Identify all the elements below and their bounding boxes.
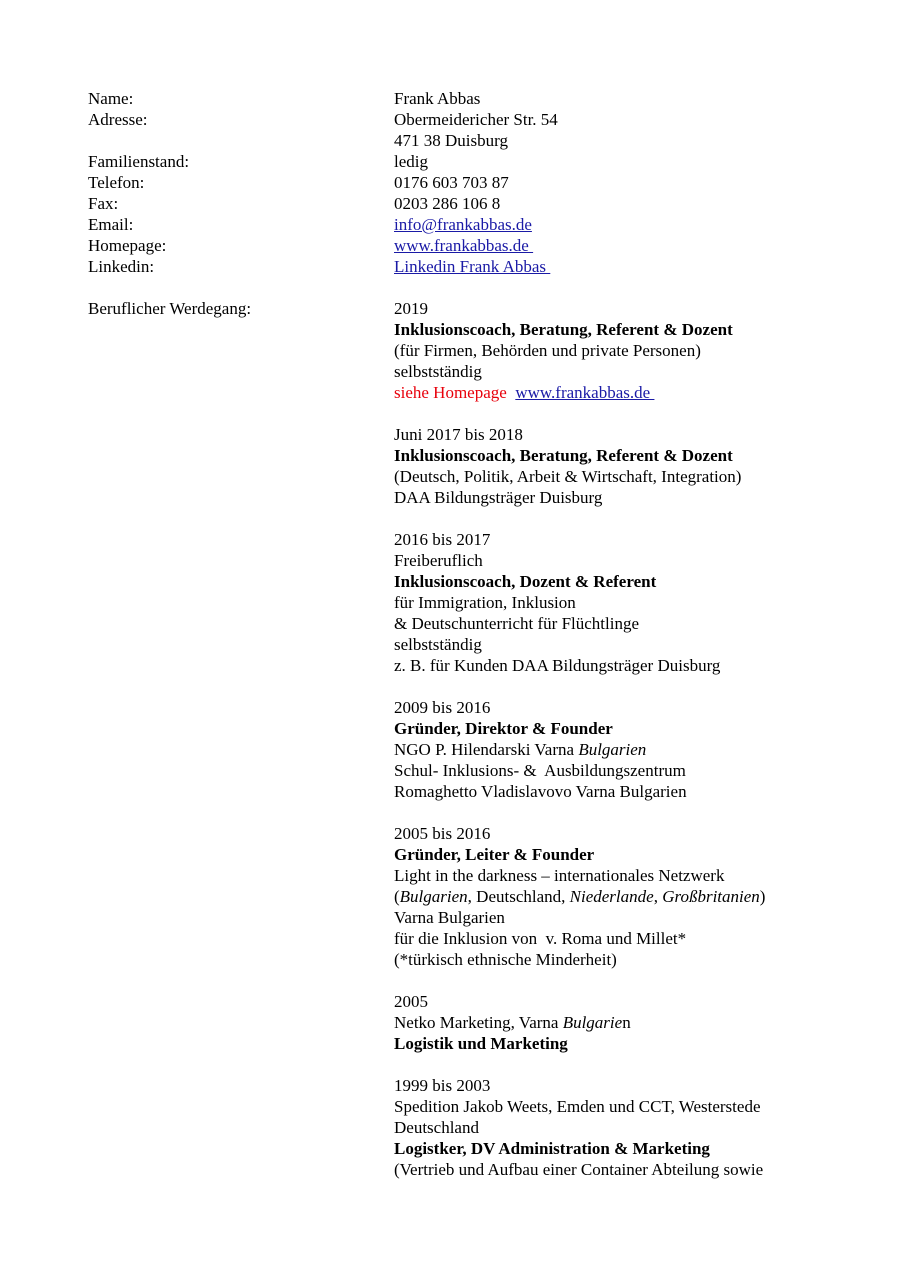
entry-line bbox=[394, 529, 868, 550]
career-entry bbox=[394, 823, 868, 970]
entry-text: 2019 bbox=[394, 299, 428, 318]
entry-text: Inklusionscoach, Dozent & Referent bbox=[394, 572, 657, 591]
entry-text: (Vertrieb und Aufbau einer Container Abteilung sowie bbox=[394, 1160, 764, 1179]
personal-row bbox=[88, 256, 868, 277]
entry-text: Schul- Inklusions- & Ausbildungszentrum bbox=[394, 761, 686, 780]
entry-text: NGO P. Hilendarski Varna bbox=[394, 740, 579, 759]
entry-line bbox=[394, 613, 868, 634]
entry-text: Bulgarie bbox=[562, 1013, 623, 1032]
entry-line bbox=[394, 466, 868, 487]
career-section bbox=[88, 298, 868, 1180]
entry-text: n bbox=[622, 1013, 631, 1032]
field-value: ledig bbox=[394, 152, 428, 171]
field-label: Name: bbox=[88, 89, 134, 108]
career-entry bbox=[394, 529, 868, 676]
field-label: Email: bbox=[88, 215, 134, 234]
field-label bbox=[88, 130, 394, 151]
field-link[interactable]: Linkedin Frank Abbas bbox=[394, 257, 551, 276]
field-value: 0176 603 703 87 bbox=[394, 173, 509, 192]
entry-text: ) bbox=[759, 887, 766, 906]
entry-line bbox=[394, 382, 868, 403]
entry-text: selbstständig bbox=[394, 635, 482, 654]
career-entry bbox=[394, 424, 868, 508]
entry-text: siehe Homepage bbox=[394, 383, 516, 402]
field-label: Telefon: bbox=[88, 173, 145, 192]
entry-line bbox=[394, 1117, 868, 1138]
homepage-link[interactable]: www.frankabbas.de bbox=[515, 383, 655, 402]
entry-text: Gründer, Leiter & Founder bbox=[394, 845, 595, 864]
entry-text: Netko Marketing, Varna bbox=[394, 1013, 563, 1032]
field-value-container bbox=[394, 130, 868, 151]
field-value: 0203 286 106 8 bbox=[394, 194, 501, 213]
field-value-container bbox=[394, 151, 868, 172]
entry-text: & Deutschunterricht für Flüchtlinge bbox=[394, 614, 640, 633]
entry-line bbox=[394, 487, 868, 508]
field-value-container bbox=[394, 172, 868, 193]
entry-text: Spedition Jakob Weets, Emden und CCT, Westerstede bbox=[394, 1097, 761, 1116]
personal-row bbox=[88, 130, 868, 151]
entry-line bbox=[394, 886, 868, 907]
entry-text: Light in the darkness – internationales Netzwerk bbox=[394, 866, 725, 885]
entry-line bbox=[394, 844, 868, 865]
career-entry bbox=[394, 1075, 868, 1180]
field-label: Fax: bbox=[88, 194, 119, 213]
personal-row bbox=[88, 172, 868, 193]
field-value-container bbox=[394, 88, 868, 109]
entry-text: 2005 bis 2016 bbox=[394, 824, 491, 843]
entry-text: Logistik und Marketing bbox=[394, 1034, 568, 1053]
entry-text: , Deutschland, bbox=[467, 887, 570, 906]
entry-text: , bbox=[653, 887, 663, 906]
field-value: Obermeidericher Str. 54 bbox=[394, 110, 558, 129]
entry-text: Inklusionscoach, Beratung, Referent & Dozent bbox=[394, 446, 733, 465]
entry-line bbox=[394, 928, 868, 949]
field-value-container bbox=[394, 214, 868, 235]
field-label: Homepage: bbox=[88, 236, 167, 255]
field-link[interactable]: www.frankabbas.de bbox=[394, 236, 534, 255]
field-value-container bbox=[394, 109, 868, 130]
personal-row bbox=[88, 193, 868, 214]
entry-text: z. B. für Kunden DAA Bildungsträger Duisburg bbox=[394, 656, 721, 675]
entry-line bbox=[394, 655, 868, 676]
entry-line bbox=[394, 1159, 868, 1180]
entry-text: Bulgarien bbox=[399, 887, 468, 906]
personal-row bbox=[88, 235, 868, 256]
entry-line bbox=[394, 1012, 868, 1033]
entry-line bbox=[394, 592, 868, 613]
entry-text: 2009 bis 2016 bbox=[394, 698, 491, 717]
career-entries bbox=[394, 298, 868, 1180]
personal-row bbox=[88, 151, 868, 172]
entry-line bbox=[394, 760, 868, 781]
personal-row bbox=[88, 109, 868, 130]
entry-text: Juni 2017 bis 2018 bbox=[394, 425, 523, 444]
entry-line bbox=[394, 1033, 868, 1054]
entry-line bbox=[394, 739, 868, 760]
personal-row bbox=[88, 214, 868, 235]
career-entry bbox=[394, 298, 868, 403]
field-value: Frank Abbas bbox=[394, 89, 481, 108]
personal-info bbox=[88, 88, 868, 277]
entry-text: (*türkisch ethnische Minderheit) bbox=[394, 950, 617, 969]
entry-line bbox=[394, 949, 868, 970]
career-entry bbox=[394, 697, 868, 802]
entry-line bbox=[394, 697, 868, 718]
entry-text: Großbritanien bbox=[662, 887, 760, 906]
entry-text: 2016 bis 2017 bbox=[394, 530, 491, 549]
entry-text: für die Inklusion von v. Roma und Millet* bbox=[394, 929, 687, 948]
entry-text: Niederlande bbox=[569, 887, 654, 906]
entry-line bbox=[394, 340, 868, 361]
entry-line bbox=[394, 571, 868, 592]
entry-line bbox=[394, 319, 868, 340]
personal-row bbox=[88, 88, 868, 109]
entry-text: Deutschland bbox=[394, 1118, 479, 1137]
entry-line bbox=[394, 1096, 868, 1117]
entry-text: ( bbox=[394, 887, 400, 906]
entry-text: (für Firmen, Behörden und private Personen) bbox=[394, 341, 701, 360]
field-value-container bbox=[394, 235, 868, 256]
entry-text: für Immigration, Inklusion bbox=[394, 593, 576, 612]
field-link[interactable]: info@frankabbas.de bbox=[394, 215, 532, 234]
entry-text: 2005 bbox=[394, 992, 428, 1011]
entry-text: Varna Bulgarien bbox=[394, 908, 505, 927]
cv-page bbox=[88, 88, 868, 1180]
entry-line bbox=[394, 445, 868, 466]
entry-line bbox=[394, 298, 868, 319]
entry-text: Gründer, Direktor & Founder bbox=[394, 719, 613, 738]
entry-line bbox=[394, 361, 868, 382]
entry-text: Logistker, DV Administration & Marketing bbox=[394, 1139, 710, 1158]
career-label: Beruflicher Werdegang: bbox=[88, 299, 252, 318]
career-entry bbox=[394, 991, 868, 1054]
field-label: Adresse: bbox=[88, 110, 148, 129]
entry-line bbox=[394, 907, 868, 928]
entry-line bbox=[394, 718, 868, 739]
entry-text: Inklusionscoach, Beratung, Referent & Dozent bbox=[394, 320, 733, 339]
entry-text: (Deutsch, Politik, Arbeit & Wirtschaft, Integration) bbox=[394, 467, 742, 486]
entry-line bbox=[394, 1138, 868, 1159]
spacer bbox=[88, 277, 868, 298]
entry-text: Freiberuflich bbox=[394, 551, 483, 570]
entry-text: selbstständig bbox=[394, 362, 482, 381]
entry-line bbox=[394, 991, 868, 1012]
field-value-container bbox=[394, 193, 868, 214]
entry-text: Bulgarien bbox=[578, 740, 647, 759]
entry-text: DAA Bildungsträger Duisburg bbox=[394, 488, 603, 507]
entry-line bbox=[394, 550, 868, 571]
field-label: Linkedin: bbox=[88, 257, 155, 276]
field-value: 471 38 Duisburg bbox=[394, 131, 508, 150]
field-value-container bbox=[394, 256, 868, 277]
entry-text: 1999 bis 2003 bbox=[394, 1076, 491, 1095]
entry-line bbox=[394, 1075, 868, 1096]
entry-line bbox=[394, 424, 868, 445]
field-label: Familienstand: bbox=[88, 152, 190, 171]
entry-text: Romaghetto Vladislavovo Varna Bulgarien bbox=[394, 782, 687, 801]
entry-line bbox=[394, 823, 868, 844]
entry-line bbox=[394, 865, 868, 886]
entry-line bbox=[394, 781, 868, 802]
entry-line bbox=[394, 634, 868, 655]
